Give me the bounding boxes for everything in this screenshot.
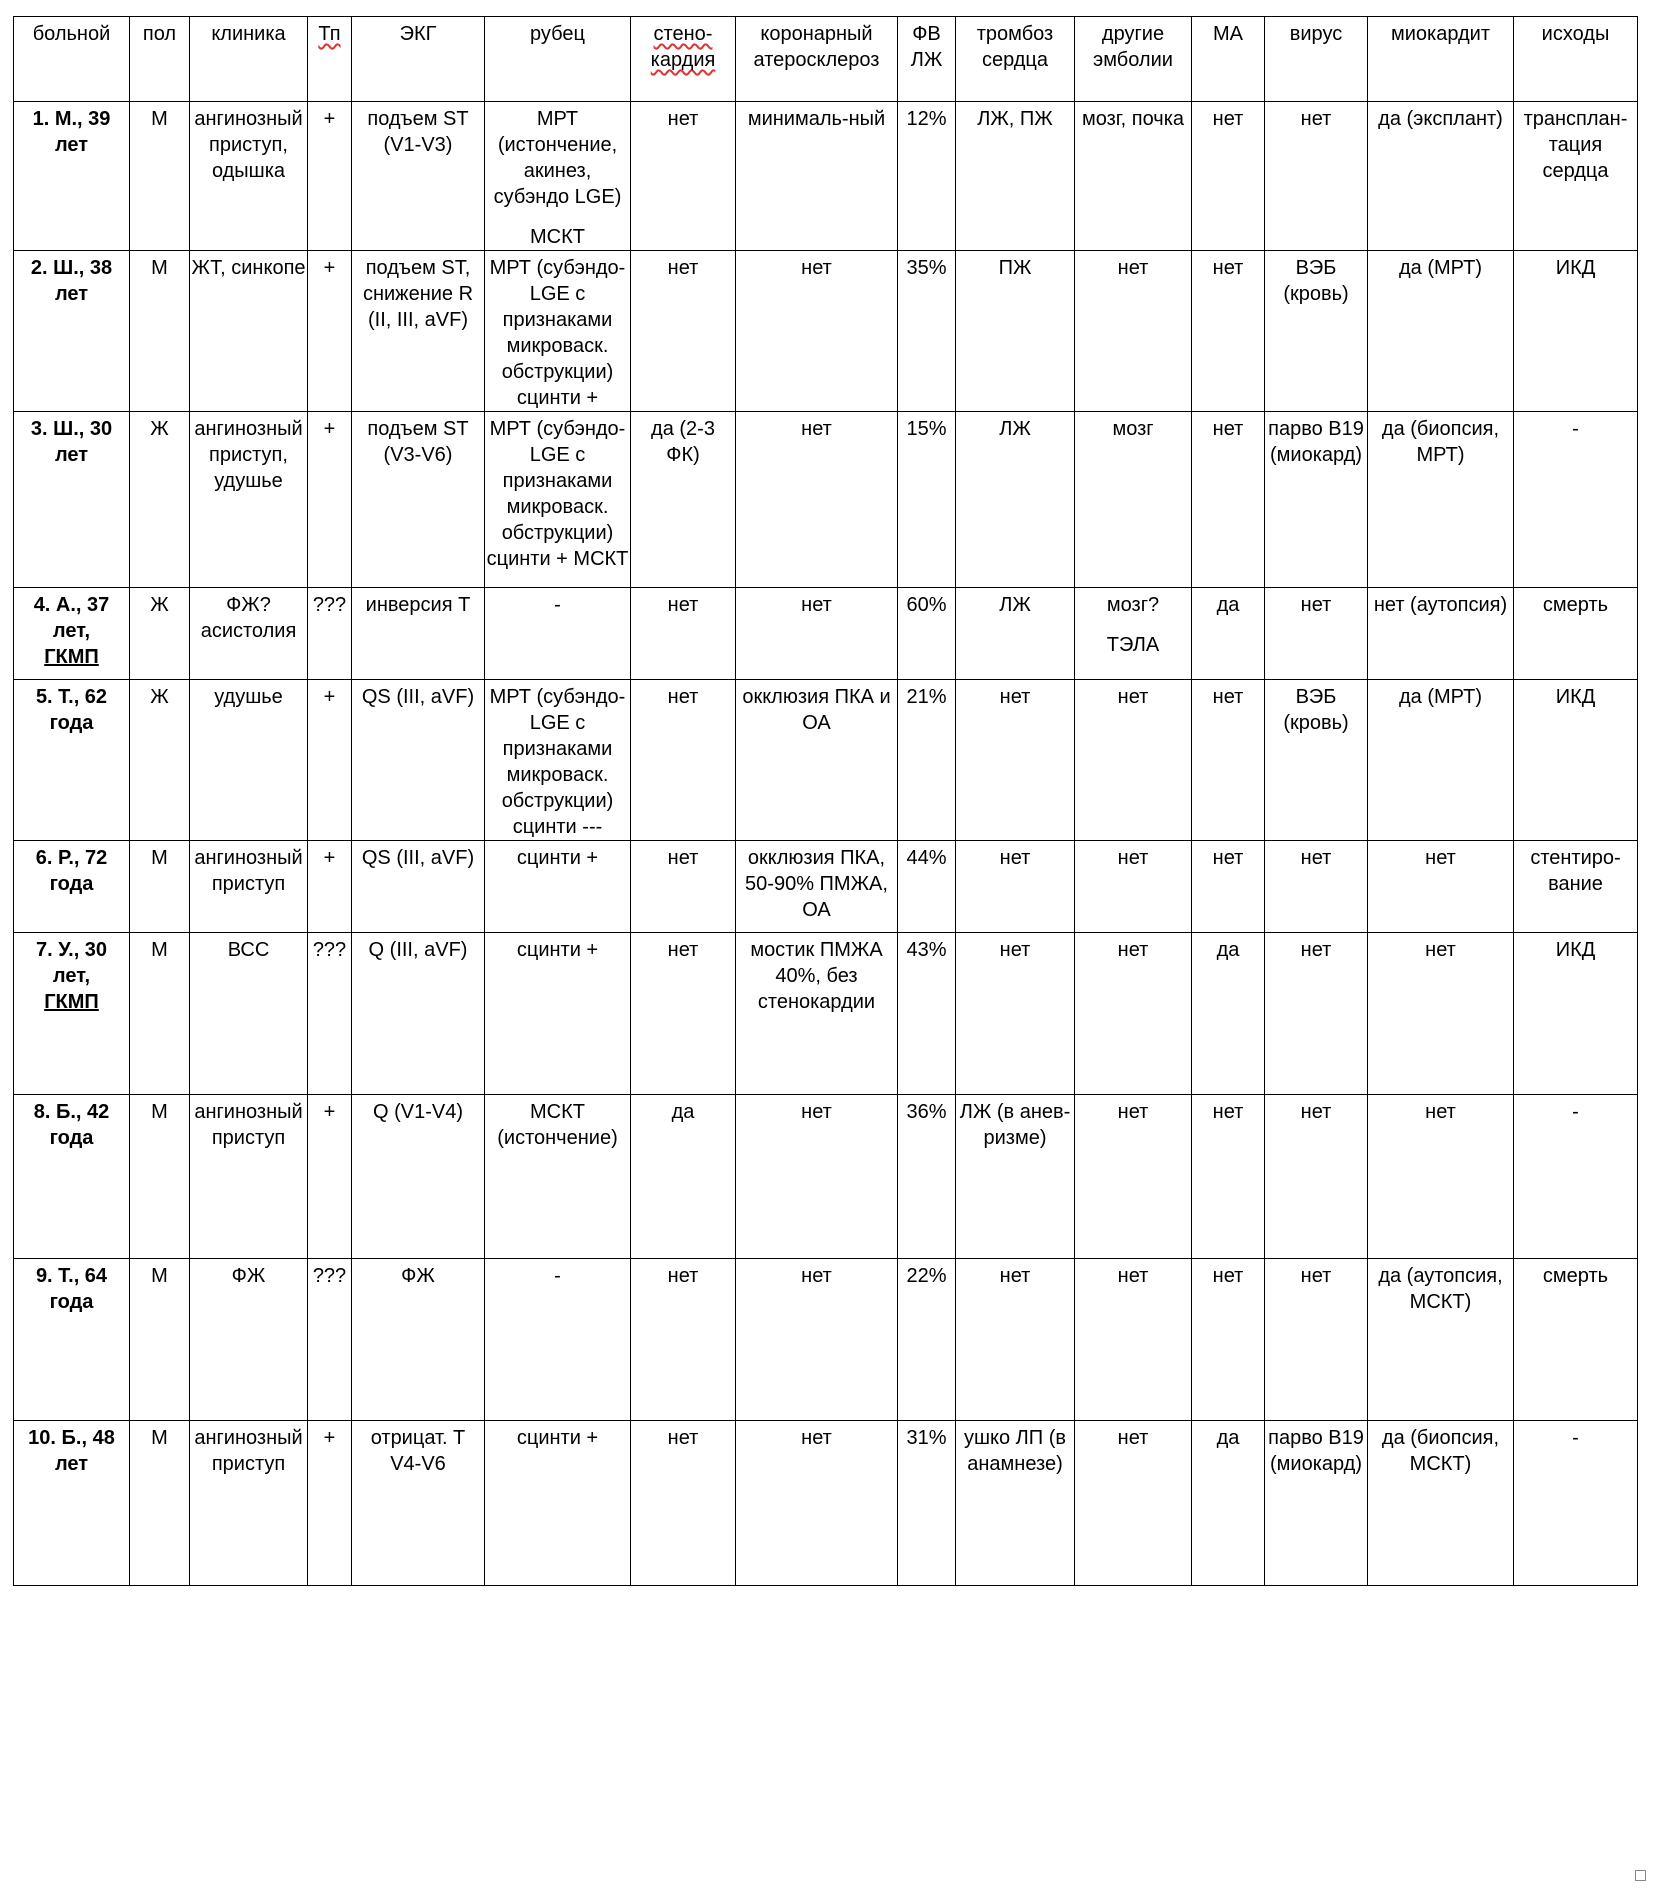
cell-angina: нет — [631, 1259, 736, 1421]
cell-embolism — [1075, 1095, 1192, 1259]
cell-scar — [485, 1421, 631, 1586]
cell-scar — [485, 1095, 631, 1259]
cell-thrombosis: ЛЖ (в анев-ризме) — [956, 1095, 1075, 1259]
cell-tp: + — [308, 102, 352, 251]
cell-sex: М — [130, 1421, 190, 1586]
cell-myocarditis: да (МРТ) — [1368, 251, 1514, 412]
cell-myocarditis: да (аутопсия, МСКТ) — [1368, 1259, 1514, 1421]
cell-patient — [14, 588, 130, 680]
cell-thrombosis: нет — [956, 933, 1075, 1095]
cell-patient — [14, 841, 130, 933]
table-row — [14, 102, 1638, 251]
cell-angina: нет — [631, 251, 736, 412]
header-sex: пол — [130, 17, 190, 102]
cell-clinic: ЖТ, синкопе — [190, 251, 308, 412]
cell-ecg: QS (III, aVF) — [352, 841, 485, 933]
cell-clinic: ВСС — [190, 933, 308, 1095]
embolism-label: мозг? — [1106, 594, 1160, 616]
cell-patient — [14, 412, 130, 588]
cell-tp: + — [308, 1095, 352, 1259]
scar-label: сцинти + — [516, 1427, 599, 1449]
table-row — [14, 1095, 1638, 1259]
cell-clinic: ФЖ? асистолия — [190, 588, 308, 680]
embolism-extra-label: ТЭЛА — [1106, 634, 1160, 656]
cell-virus: ВЭБ (кровь) — [1265, 680, 1368, 841]
header-tp — [308, 17, 352, 102]
cell-tp: ??? — [308, 1259, 352, 1421]
scar-label: МРТ (истончение, акинез, субэндо LGE) — [493, 108, 622, 208]
cell-clinic: ангинозный приступ, удушье — [190, 412, 308, 588]
cell-angina: нет — [631, 102, 736, 251]
cell-myocarditis: да (эксплант) — [1368, 102, 1514, 251]
embolism-label: нет — [1117, 1265, 1149, 1287]
cell-myocarditis: да (МРТ) — [1368, 680, 1514, 841]
cell-ecg: Q (V1-V4) — [352, 1095, 485, 1259]
cell-scar — [485, 251, 631, 412]
cell-tp: ??? — [308, 933, 352, 1095]
cell-virus: нет — [1265, 102, 1368, 251]
cell-outcome: ИКД — [1514, 933, 1638, 1095]
cell-myocarditis: нет — [1368, 933, 1514, 1095]
cell-embolism — [1075, 1259, 1192, 1421]
cell-atherosclerosis: нет — [736, 1421, 898, 1586]
header-atherosclerosis: коронарный атеросклероз — [736, 17, 898, 102]
cell-tp: + — [308, 412, 352, 588]
patient-label: 3. Ш., 30 лет — [30, 418, 113, 466]
cell-ef: 43% — [898, 933, 956, 1095]
cell-tp: + — [308, 251, 352, 412]
cell-ma: да — [1192, 1421, 1265, 1586]
cell-patient — [14, 1259, 130, 1421]
cell-embolism — [1075, 412, 1192, 588]
cell-ecg: подъем ST (V3-V6) — [352, 412, 485, 588]
cell-ma: нет — [1192, 841, 1265, 933]
cell-thrombosis: ЛЖ — [956, 588, 1075, 680]
cell-sex: Ж — [130, 412, 190, 588]
cell-outcome: смерть — [1514, 1259, 1638, 1421]
cell-embolism — [1075, 933, 1192, 1095]
table-row — [14, 680, 1638, 841]
cell-myocarditis: да (биопсия, МСКТ) — [1368, 1421, 1514, 1586]
cell-virus: ВЭБ (кровь) — [1265, 251, 1368, 412]
cell-angina: нет — [631, 933, 736, 1095]
table-row — [14, 1259, 1638, 1421]
cell-patient — [14, 1095, 130, 1259]
cell-sex: М — [130, 251, 190, 412]
cell-atherosclerosis: нет — [736, 1259, 898, 1421]
scar-label: МРТ (субэндо- LGE с признаками микроваск. обструкции) сцинти + МСКТ — [486, 418, 629, 570]
cell-ef: 44% — [898, 841, 956, 933]
cell-clinic: ангинозный приступ — [190, 1421, 308, 1586]
header-thrombosis: тромбоз сердца — [956, 17, 1075, 102]
cell-scar — [485, 841, 631, 933]
cell-myocarditis: да (биопсия, МРТ) — [1368, 412, 1514, 588]
cell-atherosclerosis: минималь-ный — [736, 102, 898, 251]
header-myocarditis: миокардит — [1368, 17, 1514, 102]
patient-label: 2. Ш., 38 лет — [30, 257, 113, 305]
cell-myocarditis: нет (аутопсия) — [1368, 588, 1514, 680]
cell-atherosclerosis: окклюзия ПКА, 50-90% ПМЖА, ОА — [736, 841, 898, 933]
cell-tp: + — [308, 1421, 352, 1586]
cell-ma: нет — [1192, 1095, 1265, 1259]
embolism-label: нет — [1117, 257, 1149, 279]
cell-outcome: смерть — [1514, 588, 1638, 680]
page-corner-mark — [1635, 1870, 1646, 1881]
table-row — [14, 412, 1638, 588]
cell-embolism — [1075, 841, 1192, 933]
table-body — [14, 102, 1638, 1586]
cell-ecg: ФЖ — [352, 1259, 485, 1421]
patient-label: 7. У., 30 лет, — [35, 939, 108, 987]
cell-clinic: удушье — [190, 680, 308, 841]
cell-embolism — [1075, 1421, 1192, 1586]
embolism-label: мозг — [1112, 418, 1154, 440]
patient-label: 6. Р., 72 года — [35, 847, 108, 895]
cell-ma: нет — [1192, 102, 1265, 251]
cell-clinic: ангинозный приступ, одышка — [190, 102, 308, 251]
cell-ma: нет — [1192, 1259, 1265, 1421]
scar-label: МСКТ (истончение) — [497, 1101, 618, 1149]
cell-angina: да — [631, 1095, 736, 1259]
cell-ef: 60% — [898, 588, 956, 680]
cell-tp: + — [308, 841, 352, 933]
cell-atherosclerosis: окклюзия ПКА и ОА — [736, 680, 898, 841]
patient-label: 1. М., 39 лет — [32, 108, 111, 156]
header-angina-label: стено-кардия — [650, 23, 716, 71]
patients-table — [13, 16, 1638, 1586]
cell-outcome: - — [1514, 1095, 1638, 1259]
cell-ma: нет — [1192, 412, 1265, 588]
cell-virus: парво В19 (миокард) — [1265, 1421, 1368, 1586]
cell-ef: 36% — [898, 1095, 956, 1259]
cell-atherosclerosis: нет — [736, 1095, 898, 1259]
cell-virus: парво В19 (миокард) — [1265, 412, 1368, 588]
cell-scar — [485, 588, 631, 680]
header-tp-label: Тп — [318, 23, 341, 45]
cell-ma: да — [1192, 933, 1265, 1095]
cell-outcome: - — [1514, 1421, 1638, 1586]
patient-diagnosis-label: ГКМП — [44, 991, 99, 1013]
embolism-label: нет — [1117, 686, 1149, 708]
cell-angina: нет — [631, 588, 736, 680]
cell-scar — [485, 412, 631, 588]
header-ef: ФВ ЛЖ — [898, 17, 956, 102]
cell-angina: нет — [631, 680, 736, 841]
cell-scar — [485, 680, 631, 841]
cell-myocarditis: нет — [1368, 841, 1514, 933]
cell-ma: нет — [1192, 680, 1265, 841]
cell-virus: нет — [1265, 933, 1368, 1095]
header-ecg: ЭКГ — [352, 17, 485, 102]
cell-sex: М — [130, 933, 190, 1095]
cell-outcome: стентиро-вание — [1514, 841, 1638, 933]
cell-ef: 35% — [898, 251, 956, 412]
cell-sex: М — [130, 1095, 190, 1259]
scar-label: - — [554, 1265, 561, 1287]
cell-outcome: трансплан-тация сердца — [1514, 102, 1638, 251]
scar-label: МРТ (субэндо- LGE с признаками микроваск. обструкции) сцинти + — [489, 257, 626, 409]
cell-embolism — [1075, 102, 1192, 251]
embolism-label: нет — [1117, 939, 1149, 961]
patient-label: 10. Б., 48 лет — [28, 1427, 115, 1475]
cell-thrombosis: ушко ЛП (в анамнезе) — [956, 1421, 1075, 1586]
cell-ecg: подъем ST (V1-V3) — [352, 102, 485, 251]
embolism-label: мозг, почка — [1081, 108, 1185, 130]
cell-sex: Ж — [130, 680, 190, 841]
cell-virus: нет — [1265, 841, 1368, 933]
cell-virus: нет — [1265, 1259, 1368, 1421]
cell-clinic: ангинозный приступ — [190, 1095, 308, 1259]
cell-thrombosis: ПЖ — [956, 251, 1075, 412]
patient-label: 5. Т., 62 года — [35, 686, 108, 734]
cell-sex: Ж — [130, 588, 190, 680]
scar-label: МРТ (субэндо- LGE с признаками микроваск. обструкции) сцинти --- — [489, 686, 626, 838]
table-row — [14, 1421, 1638, 1586]
cell-ecg: Q (III, aVF) — [352, 933, 485, 1095]
cell-ef: 31% — [898, 1421, 956, 1586]
cell-embolism — [1075, 680, 1192, 841]
cell-outcome: ИКД — [1514, 251, 1638, 412]
embolism-label: нет — [1117, 1427, 1149, 1449]
cell-atherosclerosis: нет — [736, 412, 898, 588]
table-row — [14, 588, 1638, 680]
cell-scar — [485, 933, 631, 1095]
table-row — [14, 933, 1638, 1095]
cell-ecg: QS (III, aVF) — [352, 680, 485, 841]
cell-ecg: подъем ST, снижение R (II, III, aVF) — [352, 251, 485, 412]
cell-patient — [14, 251, 130, 412]
embolism-label: нет — [1117, 1101, 1149, 1123]
header-ma: МА — [1192, 17, 1265, 102]
patient-label: 4. А., 37 лет, — [33, 594, 110, 642]
cell-sex: М — [130, 102, 190, 251]
header-virus: вирус — [1265, 17, 1368, 102]
cell-thrombosis: нет — [956, 1259, 1075, 1421]
cell-angina: нет — [631, 841, 736, 933]
cell-atherosclerosis: нет — [736, 588, 898, 680]
cell-clinic: ангинозный приступ — [190, 841, 308, 933]
cell-ef: 15% — [898, 412, 956, 588]
cell-sex: М — [130, 841, 190, 933]
cell-ma: нет — [1192, 251, 1265, 412]
scar-label: - — [554, 594, 561, 616]
cell-sex: М — [130, 1259, 190, 1421]
cell-outcome: ИКД — [1514, 680, 1638, 841]
cell-scar — [485, 102, 631, 251]
cell-ef: 22% — [898, 1259, 956, 1421]
cell-tp: + — [308, 680, 352, 841]
cell-patient — [14, 102, 130, 251]
cell-thrombosis: нет — [956, 841, 1075, 933]
header-row — [14, 17, 1638, 102]
cell-patient — [14, 680, 130, 841]
cell-clinic: ФЖ — [190, 1259, 308, 1421]
cell-scar — [485, 1259, 631, 1421]
cell-outcome: - — [1514, 412, 1638, 588]
cell-ef: 12% — [898, 102, 956, 251]
header-patient: больной — [14, 17, 130, 102]
cell-embolism — [1075, 588, 1192, 680]
cell-virus: нет — [1265, 588, 1368, 680]
cell-angina: нет — [631, 1421, 736, 1586]
cell-ma: да — [1192, 588, 1265, 680]
cell-thrombosis: нет — [956, 680, 1075, 841]
cell-virus: нет — [1265, 1095, 1368, 1259]
table-row — [14, 251, 1638, 412]
cell-atherosclerosis: мостик ПМЖА 40%, без стенокардии — [736, 933, 898, 1095]
cell-patient — [14, 933, 130, 1095]
table-row — [14, 841, 1638, 933]
patient-diagnosis-label: ГКМП — [44, 646, 99, 668]
embolism-label: нет — [1117, 847, 1149, 869]
cell-thrombosis: ЛЖ, ПЖ — [956, 102, 1075, 251]
header-outcome: исходы — [1514, 17, 1638, 102]
cell-atherosclerosis: нет — [736, 251, 898, 412]
header-angina — [631, 17, 736, 102]
cell-patient — [14, 1421, 130, 1586]
cell-ef: 21% — [898, 680, 956, 841]
cell-ecg: отрицат. Т V4-V6 — [352, 1421, 485, 1586]
cell-myocarditis: нет — [1368, 1095, 1514, 1259]
header-embolism: другие эмболии — [1075, 17, 1192, 102]
scar-extra-label: МСКТ — [530, 226, 585, 248]
scar-label: сцинти + — [516, 847, 599, 869]
patient-label: 8. Б., 42 года — [33, 1101, 110, 1149]
cell-embolism — [1075, 251, 1192, 412]
cell-ecg: инверсия Т — [352, 588, 485, 680]
cell-thrombosis: ЛЖ — [956, 412, 1075, 588]
cell-tp: ??? — [308, 588, 352, 680]
patient-label: 9. Т., 64 года — [35, 1265, 108, 1313]
cell-angina: да (2-3 ФК) — [631, 412, 736, 588]
header-scar: рубец — [485, 17, 631, 102]
header-clinic: клиника — [190, 17, 308, 102]
scar-label: сцинти + — [516, 939, 599, 961]
